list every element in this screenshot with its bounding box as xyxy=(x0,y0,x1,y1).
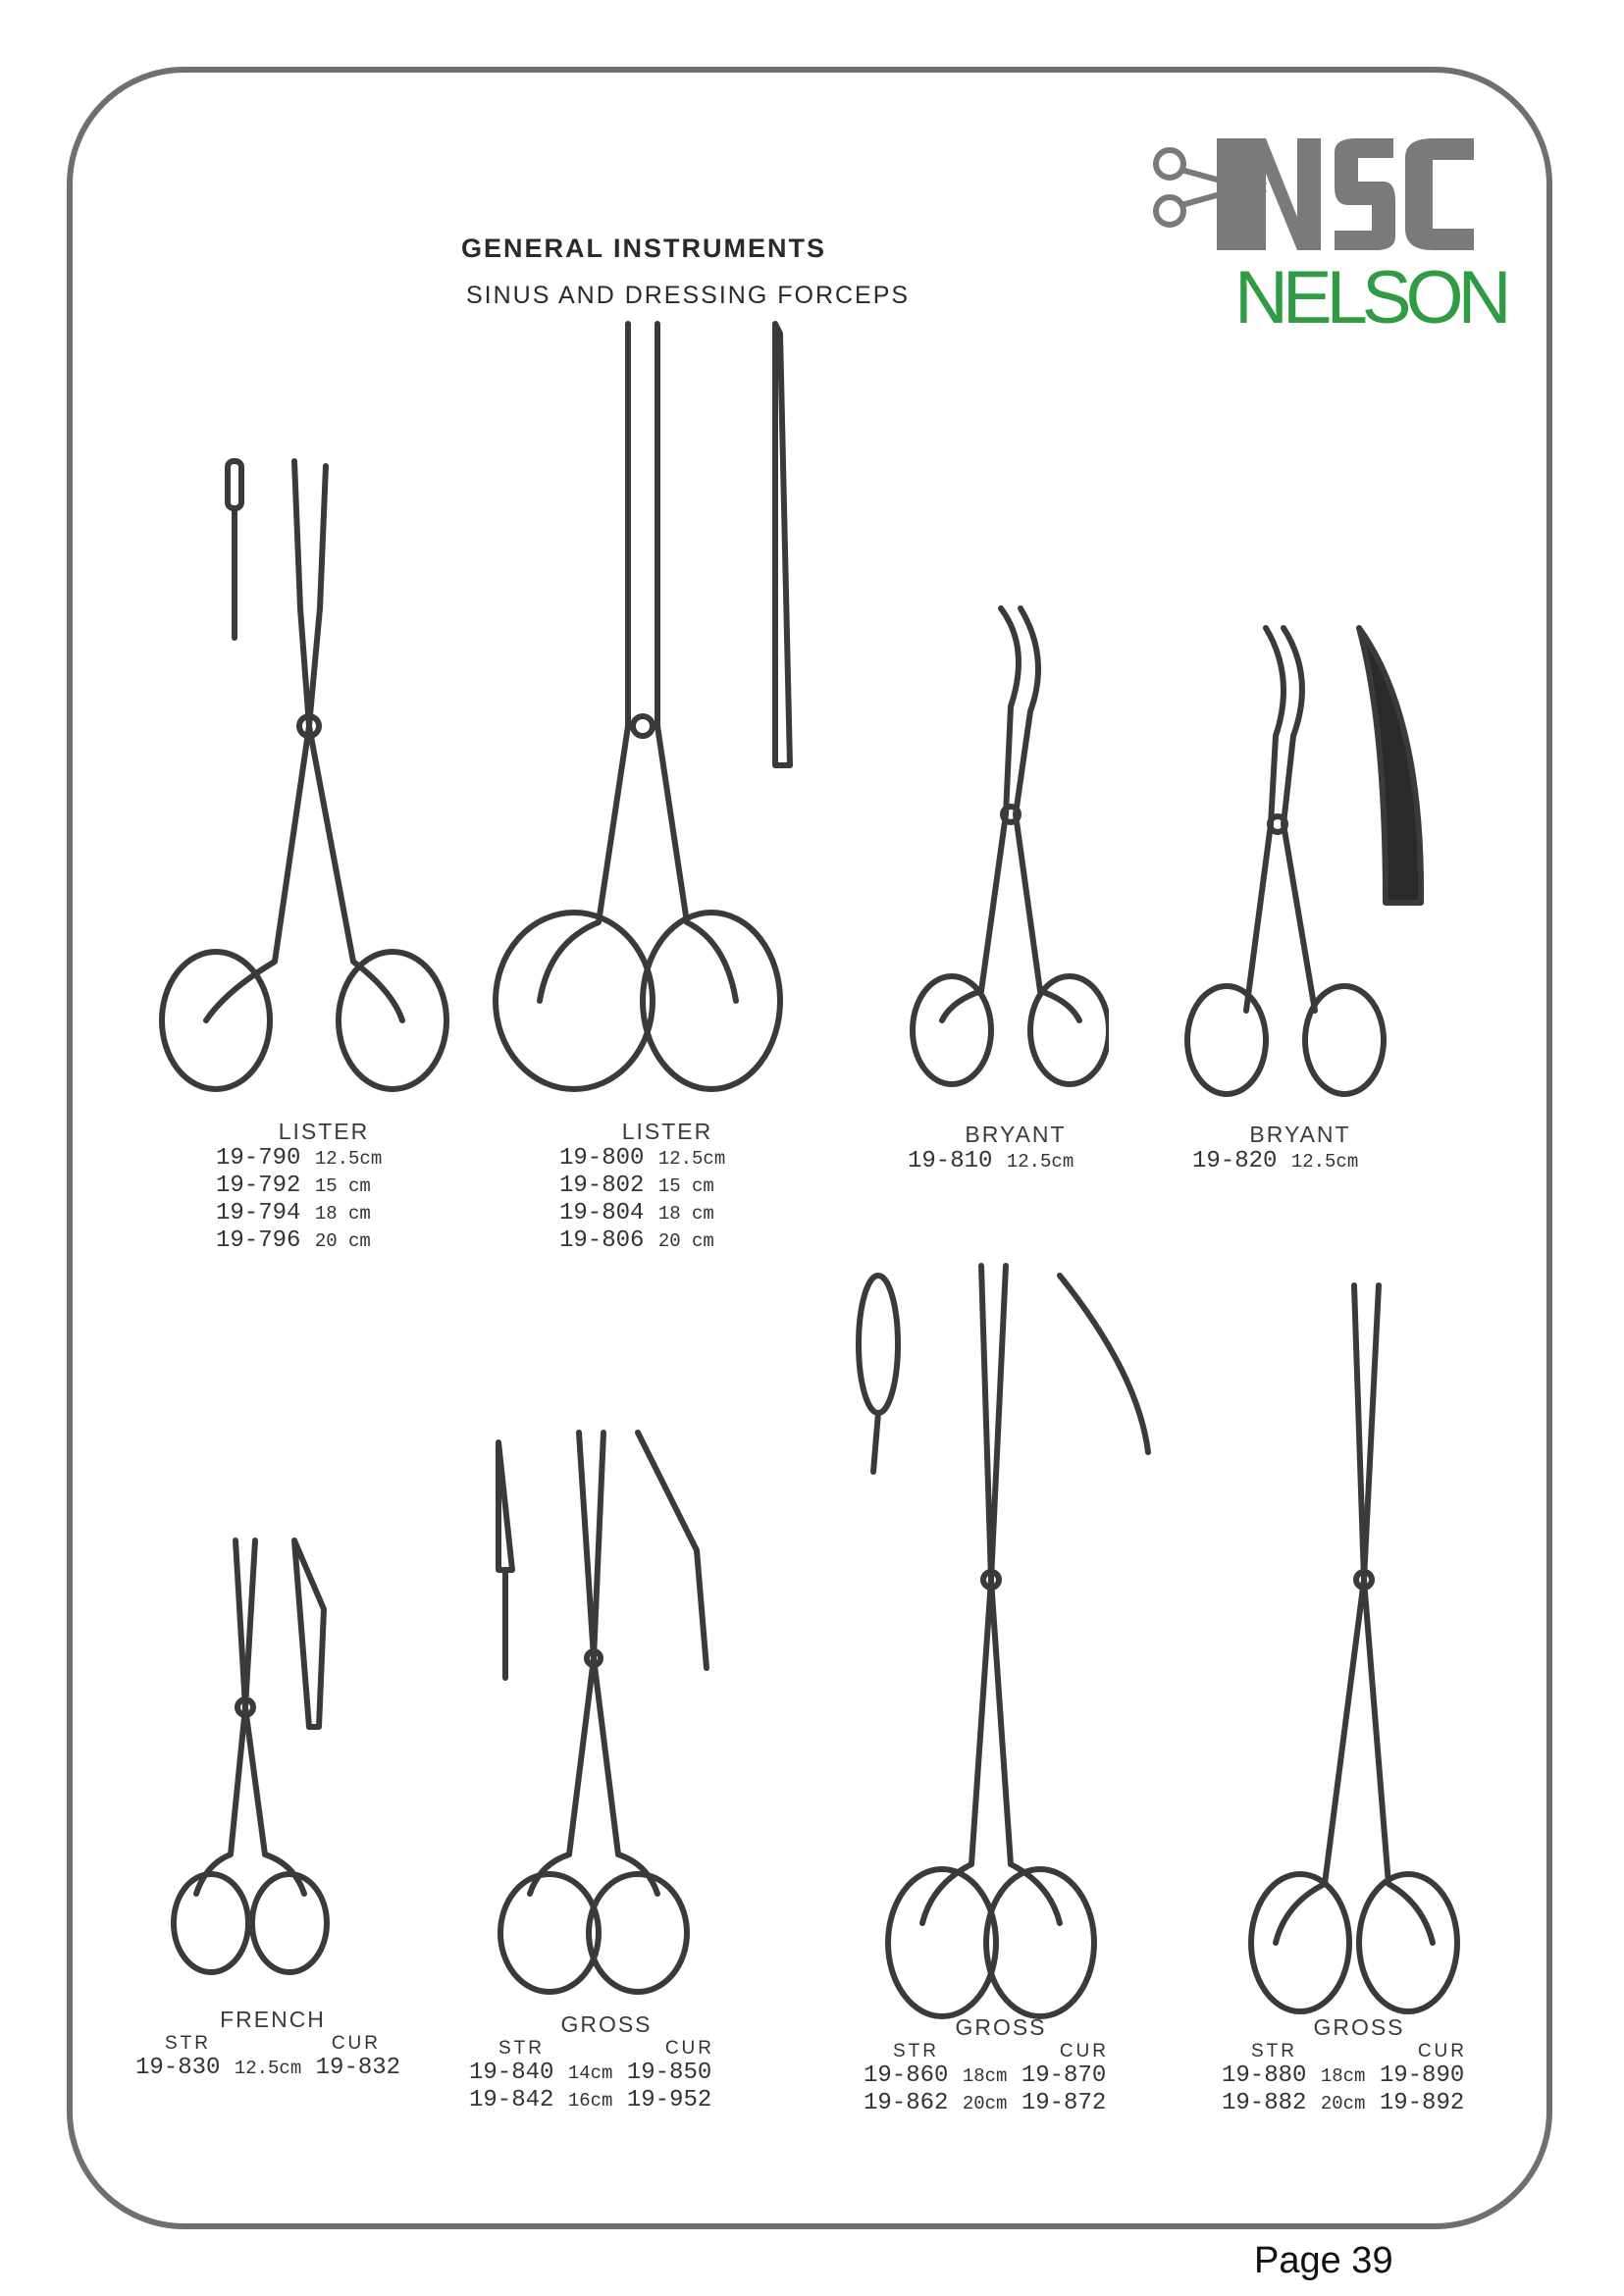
catalog-row xyxy=(864,2090,1138,2117)
catalog-row xyxy=(1192,1148,1408,1175)
instrument-name: BRYANT xyxy=(1249,1122,1351,1147)
nsc-monogram xyxy=(1217,138,1474,250)
catalog-entry-bryant-1 xyxy=(908,1122,1124,1175)
size-label: 15 cm xyxy=(657,1175,714,1197)
catalog-row xyxy=(559,1227,775,1255)
straight-code: 19-880 xyxy=(1222,2062,1307,2089)
catalog-row xyxy=(216,1145,432,1173)
catalog-row xyxy=(216,1173,432,1200)
str-cur-header xyxy=(1222,2041,1496,2062)
catalog-row xyxy=(908,1148,1124,1175)
curved-code: 19-850 xyxy=(626,2060,712,2086)
size-label: 20cm xyxy=(1320,2093,1366,2114)
catalog-entry-gross-1 xyxy=(469,2011,744,2114)
size-label: 20 cm xyxy=(657,1230,714,1252)
catalog-code: 19-796 xyxy=(216,1227,301,1254)
page-title: GENERAL INSTRUMENTS xyxy=(461,234,827,263)
catalog-entry-bryant-2 xyxy=(1192,1122,1408,1175)
size-label: 18cm xyxy=(962,2065,1008,2087)
catalog-entry-lister-1 xyxy=(216,1119,432,1255)
straight-code: 19-862 xyxy=(864,2090,949,2116)
catalog-entry-lister-2 xyxy=(559,1119,775,1255)
french-forceps-illustration xyxy=(147,1531,383,2002)
catalog-entry-gross-2 xyxy=(864,2014,1138,2117)
catalog-code: 19-802 xyxy=(559,1173,645,1199)
lister-forceps-small-illustration xyxy=(147,314,461,1099)
catalog-code: 19-790 xyxy=(216,1145,301,1172)
catalog-row xyxy=(469,2087,744,2114)
size-label: 18 cm xyxy=(314,1203,371,1225)
page-subtitle: SINUS AND DRESSING FORCEPS xyxy=(466,282,911,309)
str-cur-header xyxy=(135,2033,410,2055)
gross-forceps-1-illustration xyxy=(471,1423,765,2011)
curved-code: 19-892 xyxy=(1379,2090,1465,2116)
catalog-code: 19-800 xyxy=(559,1145,645,1172)
size-label: 20cm xyxy=(962,2093,1008,2114)
size-label: 12.5cm xyxy=(657,1148,726,1170)
catalog-code: 19-820 xyxy=(1192,1148,1278,1174)
size-label: 18cm xyxy=(1320,2065,1366,2087)
catalog-entry-french xyxy=(135,2007,410,2082)
size-label: 18 cm xyxy=(657,1203,714,1225)
cur-label: CUR xyxy=(1059,2041,1109,2061)
curved-code: 19-872 xyxy=(1021,2090,1107,2116)
catalog-entry-gross-3 xyxy=(1222,2014,1496,2117)
instrument-name: FRENCH xyxy=(220,2007,326,2032)
straight-code: 19-840 xyxy=(469,2060,554,2086)
straight-code: 19-860 xyxy=(864,2062,949,2089)
instrument-name: GROSS xyxy=(1313,2014,1405,2040)
instrument-name: GROSS xyxy=(955,2014,1047,2040)
str-label: STR xyxy=(165,2033,211,2054)
size-label: 12.5cm xyxy=(1290,1151,1359,1173)
catalog-row xyxy=(1222,2090,1496,2117)
brand-wordmark: NELSON xyxy=(1234,256,1506,339)
size-label: 12.5cm xyxy=(314,1148,383,1170)
size-label: 16cm xyxy=(567,2090,613,2112)
size-label: 20 cm xyxy=(314,1230,371,1252)
gross-forceps-3-illustration xyxy=(1217,1276,1472,2021)
bryant-forceps-1-illustration xyxy=(893,589,1109,1099)
catalog-code: 19-794 xyxy=(216,1200,301,1226)
size-label: 15 cm xyxy=(314,1175,371,1197)
catalog-row xyxy=(864,2062,1138,2090)
catalog-code: 19-792 xyxy=(216,1173,301,1199)
catalog-row xyxy=(1222,2062,1496,2090)
gross-forceps-2-illustration xyxy=(844,1256,1178,2021)
cur-label: CUR xyxy=(664,2038,714,2059)
instrument-name: BRYANT xyxy=(965,1122,1067,1147)
cur-label: CUR xyxy=(331,2033,381,2054)
cur-label: CUR xyxy=(1417,2041,1467,2061)
straight-code: 19-882 xyxy=(1222,2090,1307,2116)
page-number: Page 39 xyxy=(1254,2240,1393,2281)
bryant-forceps-2-illustration xyxy=(1168,608,1462,1099)
str-label: STR xyxy=(1251,2041,1297,2061)
straight-code: 19-842 xyxy=(469,2087,554,2113)
catalog-code: 19-810 xyxy=(908,1148,993,1174)
catalog-row xyxy=(559,1200,775,1227)
catalog-row xyxy=(216,1227,432,1255)
instrument-name: GROSS xyxy=(560,2011,653,2037)
straight-code: 19-830 xyxy=(135,2055,221,2081)
catalog-row xyxy=(559,1173,775,1200)
lister-forceps-large-illustration xyxy=(481,314,834,1099)
curved-code: 19-870 xyxy=(1021,2062,1107,2089)
catalog-code: 19-804 xyxy=(559,1200,645,1226)
instrument-name: LISTER xyxy=(621,1119,713,1144)
str-cur-header xyxy=(469,2038,744,2060)
catalog-row xyxy=(559,1145,775,1173)
curved-code: 19-832 xyxy=(315,2055,401,2081)
size-label: 14cm xyxy=(567,2062,613,2084)
str-label: STR xyxy=(893,2041,939,2061)
str-cur-header xyxy=(864,2041,1138,2062)
size-label: 12.5cm xyxy=(234,2058,302,2079)
catalog-row xyxy=(135,2055,410,2082)
curved-code: 19-952 xyxy=(626,2087,712,2113)
curved-code: 19-890 xyxy=(1379,2062,1465,2089)
catalog-row xyxy=(216,1200,432,1227)
instrument-name: LISTER xyxy=(278,1119,370,1144)
catalog-code: 19-806 xyxy=(559,1227,645,1254)
str-label: STR xyxy=(498,2038,545,2059)
size-label: 12.5cm xyxy=(1006,1151,1074,1173)
catalog-row xyxy=(469,2060,744,2087)
